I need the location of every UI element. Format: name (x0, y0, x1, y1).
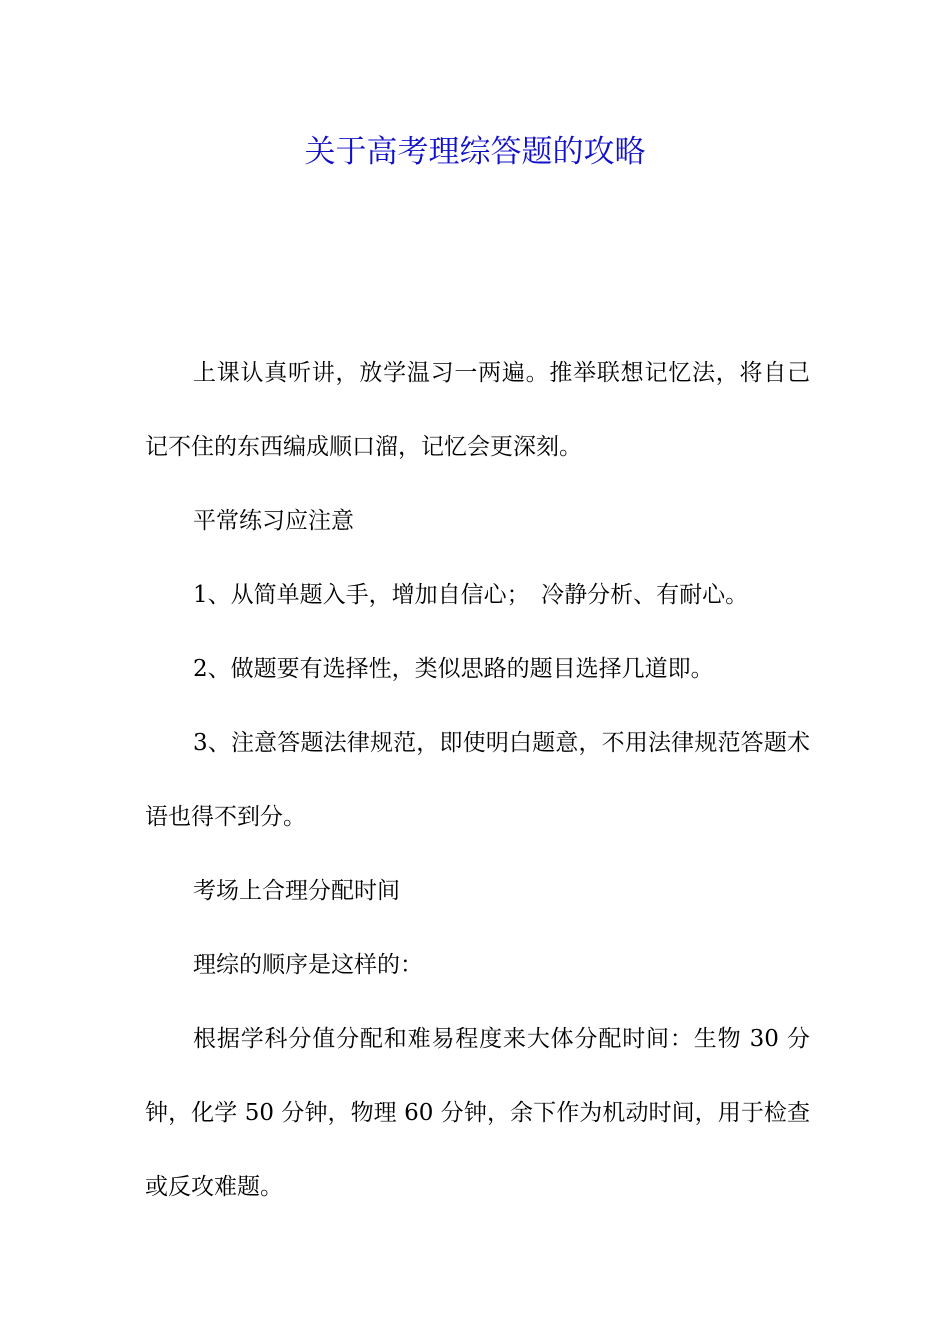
document-title: 关于高考理综答题的攻略 (304, 134, 646, 170)
paragraph-order: 理综的顺序是这样的： (193, 952, 423, 978)
paragraph-time-allocation: 根据学科分值分配和难易程度来大体分配时间：生物 30 分钟，化学 50 分钟，物理 60 分钟，余下作为机动时间，用于检查或反攻难题。 (145, 1026, 810, 1200)
list-item-1: 1、从简单题入手，增加自信心； 冷静分析、有耐心。 (193, 582, 749, 608)
list-item-3: 3、注意答题法律规范，即使明白题意，不用法律规范答题术语也得不到分。 (145, 730, 810, 830)
section-heading-time: 考场上合理分配时间 (193, 878, 400, 904)
list-item-2: 2、做题要有选择性，类似思路的题目选择几道即。 (193, 656, 714, 682)
document-body (145, 336, 810, 1224)
paragraph-memory-method: 上课认真听讲，放学温习一两遍。推举联想记忆法，将自己记不住的东西编成顺口溜，记忆会更深刻。 (145, 360, 810, 460)
section-heading-practice: 平常练习应注意 (193, 508, 354, 534)
